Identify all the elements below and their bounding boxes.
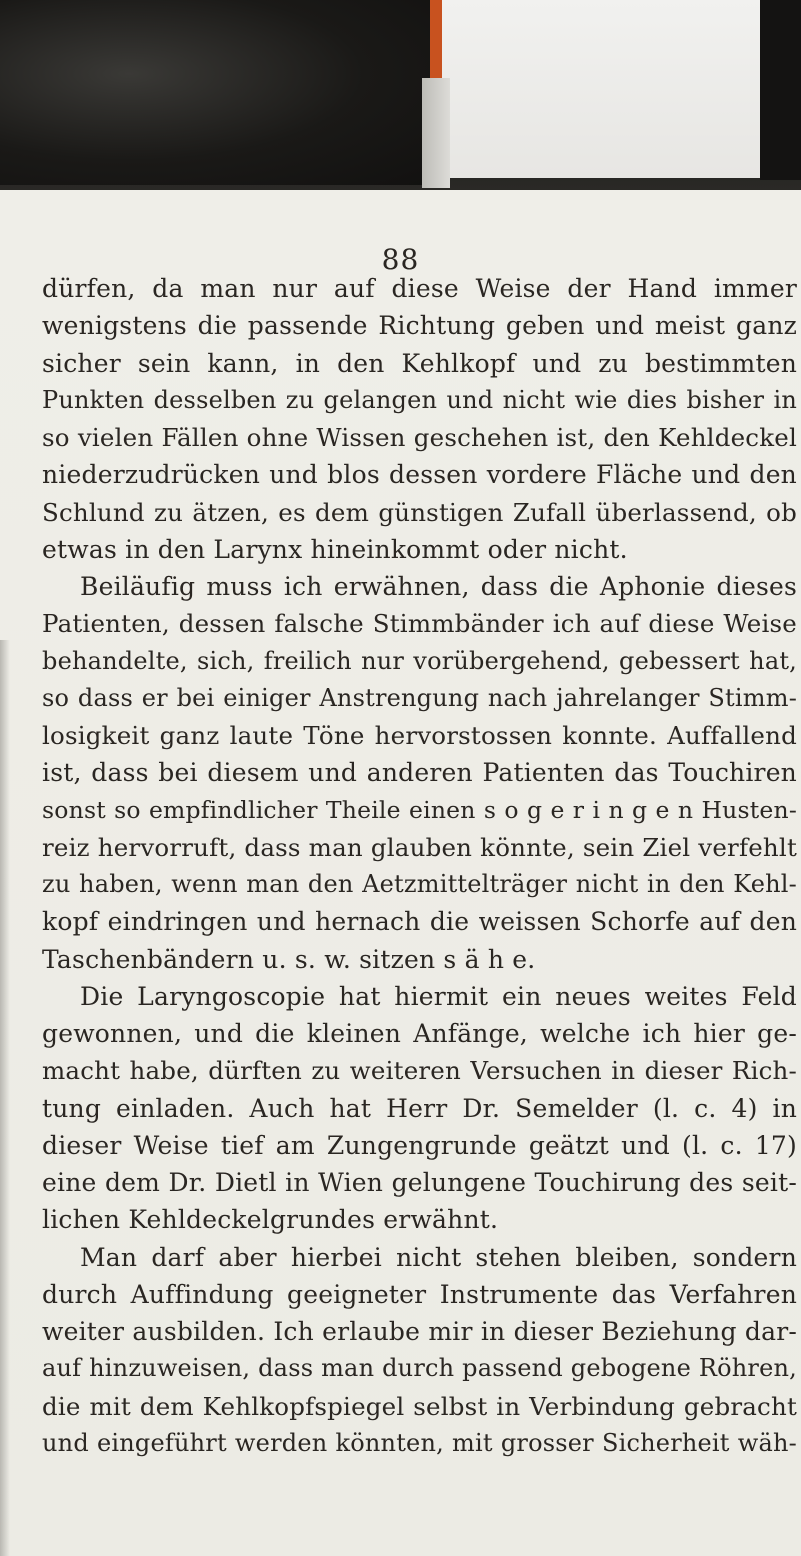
text-line: lichen Kehldeckelgrundes erwähnt. [42, 1205, 499, 1235]
scan-book-edge [430, 0, 442, 78]
text-line: etwas in den Larynx hineinkommt oder nicht. [42, 534, 628, 564]
scan-page-fold [422, 78, 450, 188]
page-gutter-shadow [0, 640, 10, 1556]
page-number: 88 [381, 243, 420, 276]
text-line: und eingeführt werden könnten, mit grosser Sicherheit wäh- [42, 1428, 797, 1457]
text-line: gewonnen, und die kleinen Anfänge, welche ich hier ge- [42, 1019, 797, 1048]
text-line: durch Auffindung geeigneter Instrumente das Verfahren [42, 1279, 797, 1309]
text-line: Beiläufig muss ich erwähnen, dass die Aphonie dieses [80, 572, 797, 601]
text-line: Patienten, dessen falsche Stimmbänder ich auf diese Weise [42, 609, 797, 639]
scan-light-area [442, 0, 760, 178]
text-line: Man darf aber hierbei nicht stehen bleiben, sondern [80, 1242, 797, 1272]
text-line: tung einladen. Auch hat Herr Dr. Semelder (l. c. 4) in [42, 1093, 797, 1123]
text-line: sicher sein kann, in den Kehlkopf und zu bestimmten [42, 348, 797, 378]
text-line: eine dem Dr. Dietl in Wien gelungene Touchirung des seit- [42, 1168, 797, 1197]
scan-top-border [0, 0, 801, 190]
text-line: Punkten desselben zu gelangen und nicht wie dies bisher in [42, 385, 797, 414]
scan-dark-area [0, 0, 430, 185]
text-line: Schlund zu ätzen, es dem günstigen Zufall überlassend, ob [42, 497, 797, 527]
text-line: dieser Weise tief am Zungengrunde geätzt und (l. c. 17) [42, 1130, 797, 1160]
text-line: die mit dem Kehlkopfspiegel selbst in Verbindung gebracht [42, 1391, 797, 1421]
text-line: zu haben, wenn man den Aetzmittelträger nicht in den Kehl- [42, 870, 797, 898]
text-line: macht habe, dürften zu weiteren Versuchen in dieser Rich- [42, 1056, 797, 1086]
text-line: ist, dass bei diesem und anderen Patienten das Touchiren [42, 758, 797, 788]
text-line: niederzudrücken und blos dessen vordere Fläche und den [42, 460, 797, 490]
text-line: so vielen Fällen ohne Wissen geschehen ist, den Kehldeckel [42, 423, 797, 452]
text-line: behandelte, sich, freilich nur vorübergehend, gebessert hat, [42, 646, 797, 675]
text-line: Die Laryngoscopie hat hiermit ein neues weites Feld [80, 981, 797, 1011]
text-line: Taschenbändern u. s. w. sitzen s ä h e. [42, 944, 536, 974]
text-line: sonst so empfindlicher Theile einen s o g e r i n g e n Husten- [42, 795, 797, 824]
text-line: dürfen, da man nur auf diese Weise der Hand immer [42, 274, 797, 303]
text-line: auf hinzuweisen, dass man durch passend gebogene Röhren, [42, 1354, 797, 1383]
text-line: so dass er bei einiger Anstrengung nach jahrelanger Stimm- [42, 683, 797, 712]
text-line: kopf eindringen und hernach die weissen Schorfe auf den [42, 907, 797, 937]
text-line: losigkeit ganz laute Töne hervorstossen konnte. Auffallend [42, 721, 797, 750]
body-text [42, 270, 797, 1462]
text-line: wenigstens die passende Richtung geben und meist ganz [42, 311, 797, 341]
text-line: reiz hervorruft, dass man glauben könnte, sein Ziel verfehlt [42, 832, 797, 862]
text-line: weiter ausbilden. Ich erlaube mir in dieser Beziehung dar- [42, 1317, 797, 1346]
scan-right-border [760, 0, 801, 180]
